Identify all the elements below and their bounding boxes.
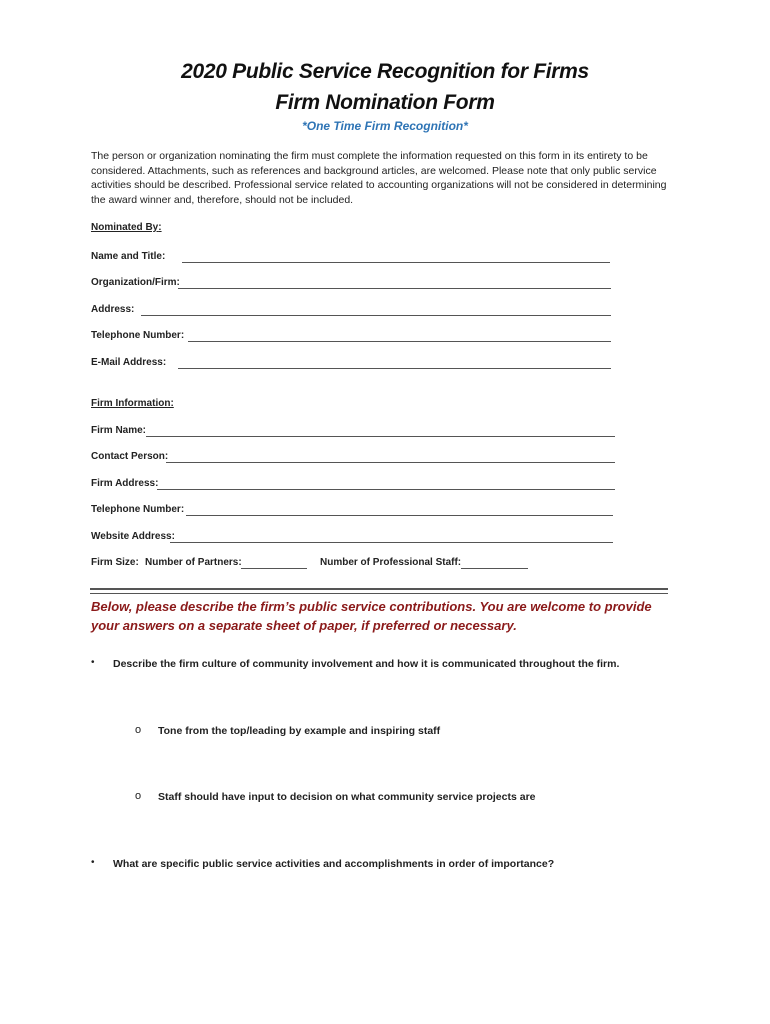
website-label: Website Address: bbox=[91, 531, 175, 542]
bullet-icon: • bbox=[91, 657, 95, 668]
organization-label: Organization/Firm: bbox=[91, 277, 180, 288]
form-subtitle-title: Firm Nomination Form bbox=[275, 91, 495, 114]
staff-label: Number of Professional Staff: bbox=[320, 557, 462, 568]
firm-information-heading: Firm Information: bbox=[91, 398, 174, 409]
form-title: 2020 Public Service Recognition for Firms bbox=[181, 60, 589, 83]
firm-name-label: Firm Name: bbox=[91, 425, 147, 436]
bullet-icon: • bbox=[91, 857, 95, 868]
email-label: E-Mail Address: bbox=[91, 357, 167, 368]
nominated-by-heading bbox=[91, 222, 162, 233]
sub-bullet-icon: o bbox=[135, 790, 142, 802]
firm-size-label: Firm Size: bbox=[91, 557, 139, 568]
question-specific-activities: What are specific public service activities and accomplishments in order of importance? bbox=[113, 858, 555, 870]
contact-person-label: Contact Person: bbox=[91, 451, 169, 462]
question-community-involvement: Describe the firm culture of community involvement and how it is communicated throughout the firm. bbox=[113, 658, 620, 670]
contact-person-field[interactable] bbox=[166, 462, 615, 463]
one-time-recognition-note: *One Time Firm Recognition* bbox=[302, 119, 468, 133]
firm-address-field[interactable] bbox=[157, 489, 615, 490]
email-field[interactable] bbox=[178, 368, 611, 369]
name-title-field[interactable] bbox=[182, 262, 610, 263]
staff-field[interactable] bbox=[461, 568, 528, 569]
firm-address-label: Firm Address: bbox=[91, 478, 159, 489]
partners-field[interactable] bbox=[241, 568, 307, 569]
intro-paragraph: The person or organization nominating the firm must complete the information requested on this form in its entirety to be considered. Attachments, such as references and background articles, are welcomed. Please note that only public service activities should be described. Professional service related to accounting organizations will not be considered in determining the award winner and, therefore, should not be included. bbox=[91, 150, 667, 206]
telephone-field[interactable] bbox=[188, 341, 611, 342]
contributions-prompt: Below, please describe the firm’s public service contributions. You are welcome to provide your answers on a separate sheet of paper, if preferred or necessary. bbox=[91, 599, 652, 633]
sub-bullet-icon: o bbox=[135, 724, 142, 736]
address-label: Address: bbox=[91, 304, 135, 315]
firm-telephone-label: Telephone Number: bbox=[91, 504, 185, 515]
firm-name-field[interactable] bbox=[146, 436, 615, 437]
heading-colon: : bbox=[158, 222, 162, 233]
address-field[interactable] bbox=[141, 315, 611, 316]
telephone-label: Telephone Number: bbox=[91, 330, 185, 341]
sub-question-staff-input: Staff should have input to decision on what community service projects are bbox=[158, 791, 536, 803]
website-field[interactable] bbox=[170, 542, 613, 543]
firm-telephone-field[interactable] bbox=[186, 515, 613, 516]
name-title-label: Name and Title: bbox=[91, 251, 166, 262]
organization-field[interactable] bbox=[178, 288, 611, 289]
nominated-by-heading-text: Nominated By bbox=[91, 222, 159, 233]
partners-label: Number of Partners: bbox=[145, 557, 242, 568]
section-divider bbox=[90, 588, 668, 594]
sub-question-tone-from-top: Tone from the top/leading by example and inspiring staff bbox=[158, 725, 441, 737]
